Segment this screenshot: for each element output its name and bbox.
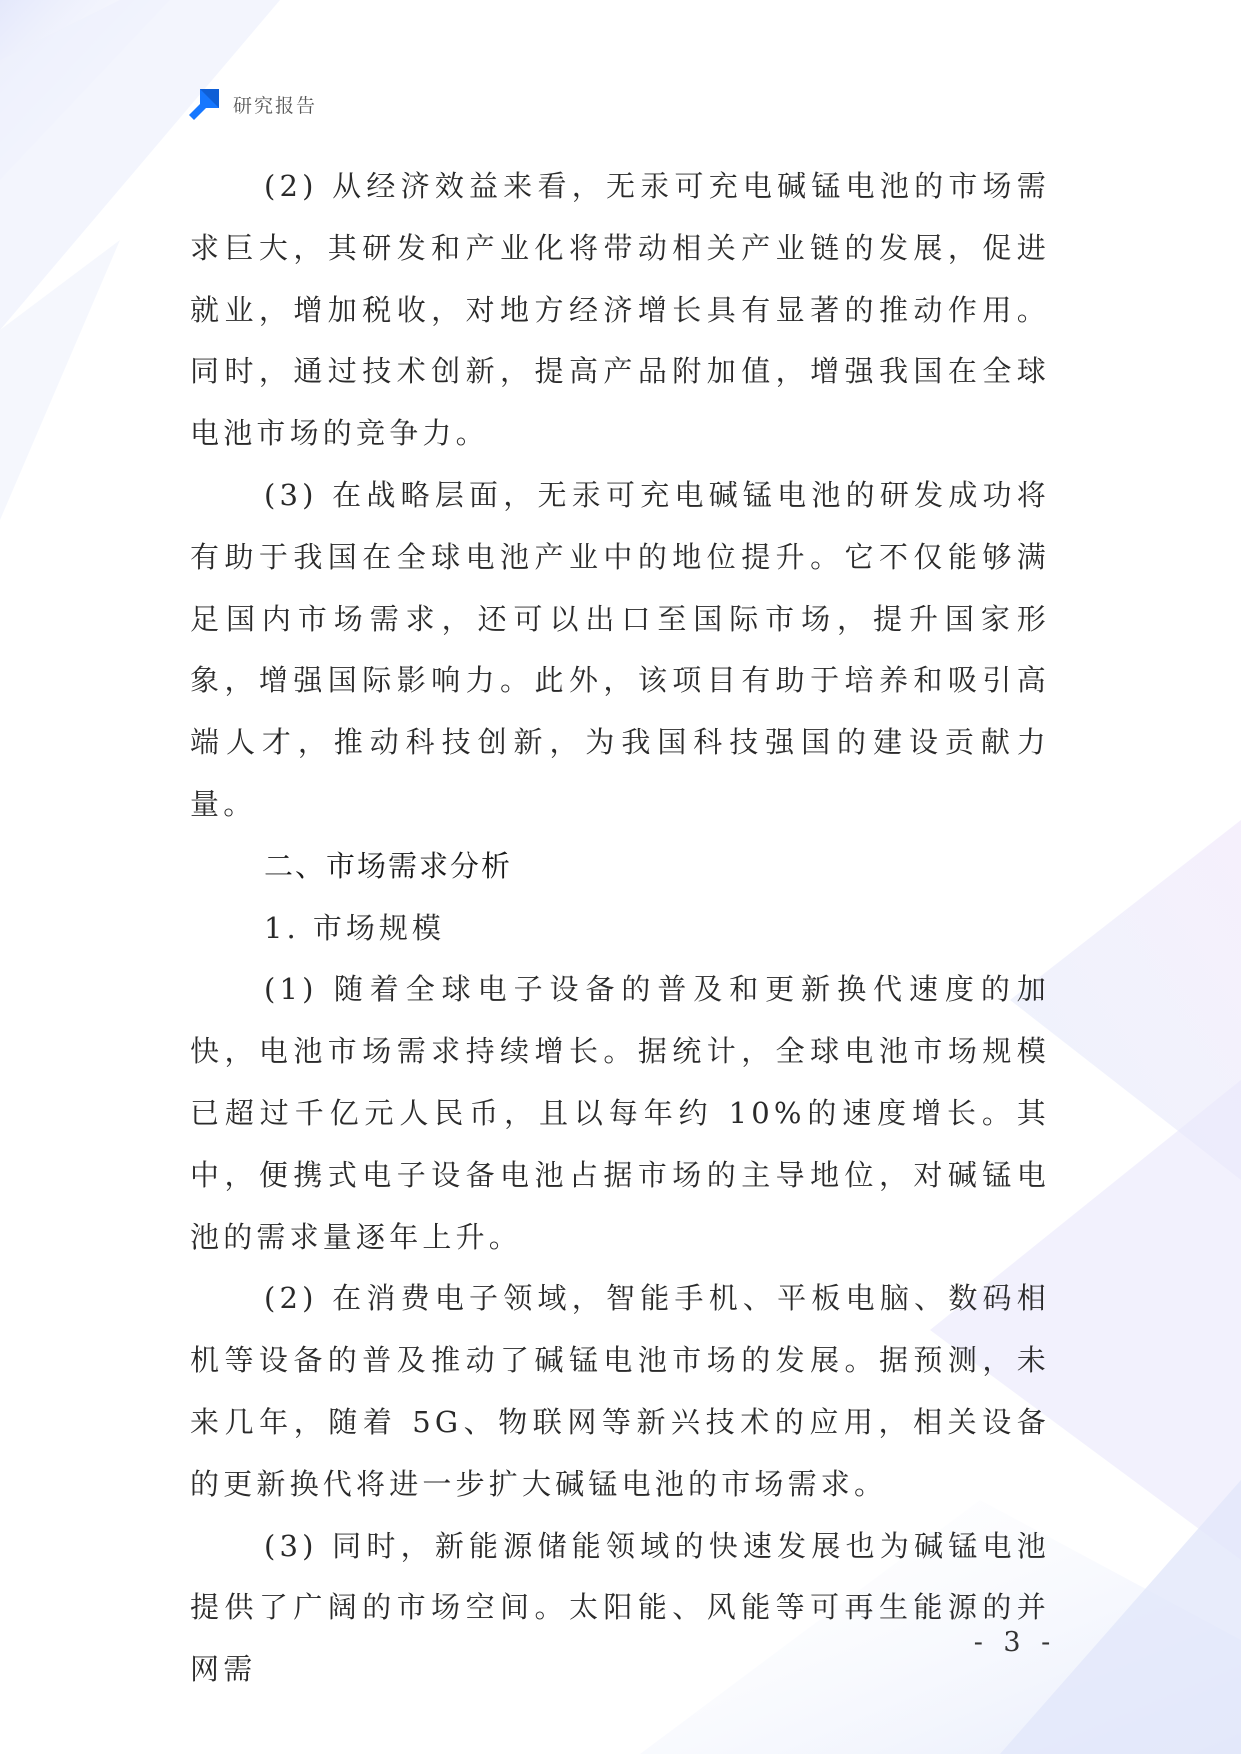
paragraph: (3) 在战略层面，无汞可充电碱锰电池的研发成功将有助于我国在全球电池产业中的地位提升。它不仅能够满足国内市场需求，还可以出口至国际市场，提升国家形象，增强国际影响力。此外，该项目有助于培养和吸引高端人才，推动科技创新，为我国科技强国的建设贡献力量。 xyxy=(190,477,1050,821)
header-label: 研究报告 xyxy=(233,94,318,117)
section-heading: 二、市场需求分析 xyxy=(264,848,513,883)
paragraph: (2) 在消费电子领域，智能手机、平板电脑、数码相机等设备的普及推动了碱锰电池市场的发展。据预测，未来几年，随着 5G、物联网等新兴技术的应用，相关设备的更新换代将进一步扩大碱锰电池的市场需求。 xyxy=(190,1281,1050,1501)
subsection-heading: 1. 市场规模 xyxy=(264,910,445,945)
paragraph: (1) 随着全球电子设备的普及和更新换代速度的加快，电池市场需求持续增长。据统计，全球电池市场规模已超过千亿元人民币，且以每年约 10%的速度增长。其中，便携式电子设备电池占据市场的主导地位，对碱锰电池的需求量逐年上升。 xyxy=(190,972,1050,1254)
page-number: - 3 - xyxy=(973,1627,1057,1658)
arrow-up-right-icon xyxy=(187,87,221,121)
paragraph: (2) 从经济效益来看，无汞可充电碱锰电池的市场需求巨大，其研发和产业化将带动相关产业链的发展，促进就业，增加税收，对地方经济增长具有显著的推动作用。同时，通过技术创新，提高产品附加值，增强我国在全球电池市场的竞争力。 xyxy=(190,169,1050,451)
document-body xyxy=(190,156,1050,1701)
page-header xyxy=(187,86,317,122)
paragraph: (3) 同时，新能源储能领域的快速发展也为碱锰电池提供了广阔的市场空间。太阳能、风能等可再生能源的并网需 xyxy=(190,1528,1050,1687)
